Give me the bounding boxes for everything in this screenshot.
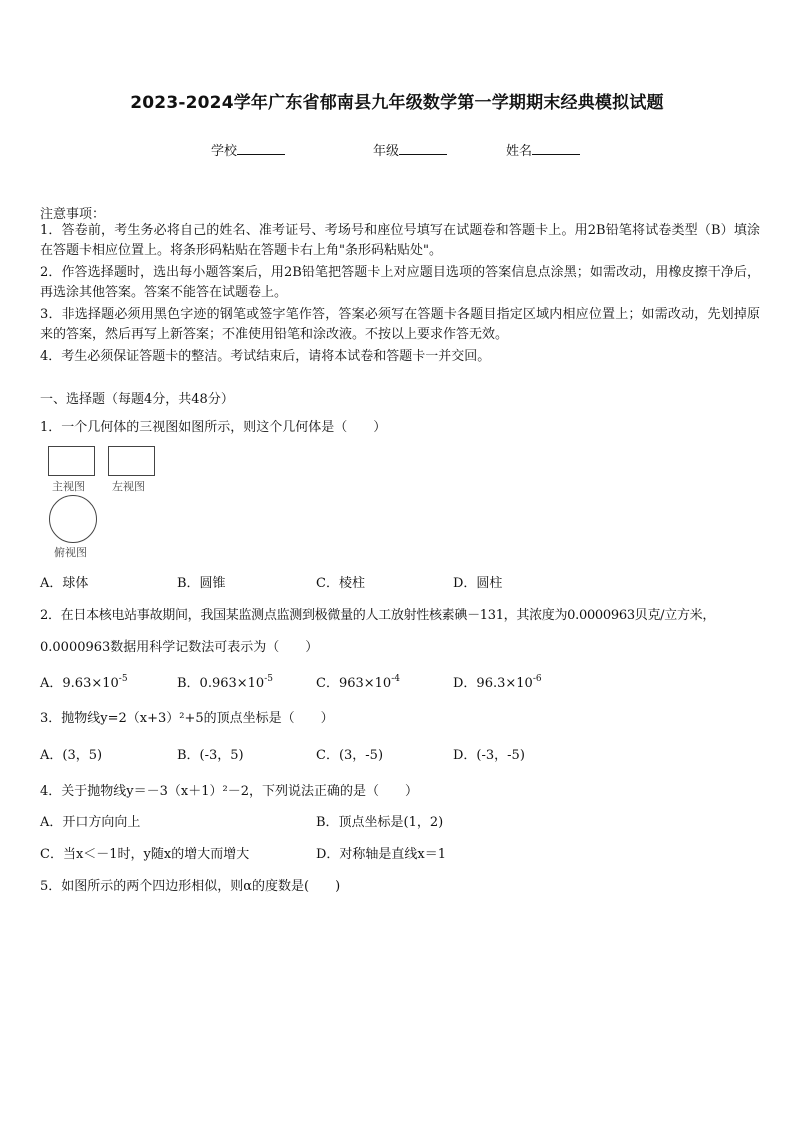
q2-option-c-base: C．963×10 <box>316 676 392 691</box>
q2-option-b-base: B．0.963×10 <box>177 676 265 691</box>
question-2-stem-line-1: 2．在日本核电站事故期间，我国某监测点监测到极微量的人工放射性核素碘－131，其浓度为0.0000963贝克/立方米， <box>40 608 716 623</box>
q2-option-d <box>453 672 542 691</box>
school-label: 学校 <box>211 144 238 159</box>
grade-field <box>373 140 447 159</box>
name-field <box>506 140 580 159</box>
top-view-circle <box>49 495 97 543</box>
q2-option-a-base: A．9.63×10 <box>40 676 119 691</box>
grade-blank <box>399 142 447 155</box>
q3-option-b: B．(-3，5) <box>177 748 244 763</box>
section-heading: 一、选择题（每题4分，共48分） <box>40 392 234 407</box>
q4-option-d: D．对称轴是直线x＝1 <box>316 847 447 862</box>
grade-label: 年级 <box>373 144 400 159</box>
question-2-stem-line-2: 0.0000963数据用科学记数法可表示为（ ） <box>40 640 319 655</box>
q2-option-c <box>316 672 400 691</box>
left-view-rect <box>108 446 155 476</box>
q3-option-d: D．(-3，-5) <box>453 748 525 763</box>
top-view-label: 俯视图 <box>54 546 87 559</box>
note-3: 3．非选择题必须用黑色字迹的钢笔或签字笔作答，答案必须写在答题卡各题目指定区域内相应位置上；如需改动，先划掉原来的答案，然后再写上新答案；不准使用铅笔和涂改液。不按以上要求作答无效。 <box>40 307 760 342</box>
front-view-rect <box>48 446 95 476</box>
notes-heading: 注意事项： <box>40 207 106 222</box>
q4-option-a: A．开口方向向上 <box>40 815 141 830</box>
question-5-stem: 5．如图所示的两个四边形相似，则α的度数是( ) <box>40 879 341 894</box>
q2-option-b-exp: -5 <box>264 674 273 684</box>
q3-option-c: C．(3，-5) <box>316 748 384 763</box>
q2-option-c-exp: -4 <box>391 674 400 684</box>
page-title: 2023-2024学年广东省郁南县九年级数学第一学期期末经典模拟试题 <box>130 93 664 113</box>
q4-option-b: B．顶点坐标是(1，2) <box>316 815 444 830</box>
left-view-label: 左视图 <box>112 480 145 493</box>
question-1-stem: 1．一个几何体的三视图如图所示，则这个几何体是（ ） <box>40 420 387 435</box>
q2-option-b <box>177 672 273 691</box>
note-1: 1．答卷前，考生务必将自己的姓名、准考证号、考场号和座位号填写在试题卷和答题卡上。用2B铅笔将试卷类型（B）填涂在答题卡相应位置上。将条形码粘贴在答题卡右上角"条形码粘贴处"。 <box>40 223 760 258</box>
note-2: 2．作答选择题时，选出每小题答案后，用2B铅笔把答题卡上对应题目选项的答案信息点涂黑；如需改动，用橡皮擦干净后，再选涂其他答案。答案不能答在试题卷上。 <box>40 265 760 300</box>
q1-option-a: A．球体 <box>40 576 89 591</box>
school-field <box>211 140 285 159</box>
name-label: 姓名 <box>506 144 533 159</box>
q3-option-a: A．(3，5) <box>40 748 103 763</box>
question-4-stem: 4．关于抛物线y＝－3（x＋1）²－2，下列说法正确的是（ ） <box>40 784 418 799</box>
q1-option-c: C．棱柱 <box>316 576 365 591</box>
front-view-label: 主视图 <box>52 480 85 493</box>
q2-option-d-exp: -6 <box>532 674 542 684</box>
q2-option-a-exp: -5 <box>118 674 128 684</box>
q1-option-d: D．圆柱 <box>453 576 503 591</box>
q1-option-b: B．圆锥 <box>177 576 226 591</box>
school-blank <box>237 142 285 155</box>
q2-option-a <box>40 672 128 691</box>
note-4: 4．考生必须保证答题卡的整洁。考试结束后，请将本试卷和答题卡一并交回。 <box>40 349 491 364</box>
q4-option-c: C．当x＜－1时，y随x的增大而增大 <box>40 847 250 862</box>
q2-option-d-base: D．96.3×10 <box>453 676 533 691</box>
name-blank <box>532 142 580 155</box>
question-3-stem: 3．抛物线y=2（x+3）²+5的顶点坐标是（ ） <box>40 711 334 726</box>
